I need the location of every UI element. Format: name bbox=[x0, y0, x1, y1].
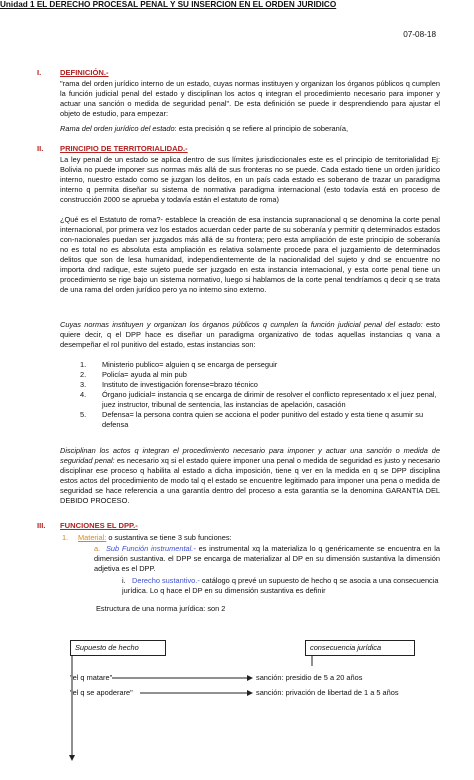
list-item-number: 4. bbox=[80, 390, 87, 399]
list-item-text: Instituto de investigación forense=brazo técnico bbox=[102, 380, 258, 389]
organs-paragraph-italic: Cuyas normas instituyen y organizan los órganos públicos q cumplen la función judicial penal del estado: bbox=[60, 320, 423, 329]
document-title: Unidad 1 EL DERECHO PROCESAL PENAL Y SU INSERCION EN EL ORDEN JURIDICO bbox=[0, 0, 337, 9]
section-3-heading: FUNCIONES EL DPP.- bbox=[60, 521, 138, 530]
list-item-text: Policía= ayuda al min pub bbox=[102, 370, 187, 379]
norm-structure-text: Estructura de una norma jurídica: son 2 bbox=[96, 604, 226, 613]
section-1-heading: DEFINICIÓN.- bbox=[60, 68, 109, 77]
list-item-number: 2. bbox=[80, 370, 87, 379]
instrumental-label: Sub Función instrumental.- bbox=[106, 544, 196, 553]
definition-note-italic: Rama del orden jurídico del estado bbox=[60, 124, 175, 133]
example-1-consequence: sanción: presidio de 5 a 20 años bbox=[256, 673, 363, 682]
document-date: 07-08-18 bbox=[403, 30, 436, 39]
instrumental-marker: a. bbox=[94, 544, 101, 553]
procedure-paragraph-rest: es necesario xq si el estado quiere imponer una penal o medida de seguridad es justo y necesario disciplinar ese proceso q habilita al estado a dicha imposición, tiene q ver en la medida en q se DPP disciplina estos actos del procedimiento de modo tal q el estado se encuentre legitimado para imponer una pena o medida de seguridad se hace referencia a una garantía dentro del proceso a esta garantía se la denomina GARANTIA DEL DEBIDO PROCESO. bbox=[60, 456, 440, 505]
list-item-text: Defensa= la persona contra quien se acciona el poder punitivo del estado y esta tiene q asumir su defensa bbox=[102, 410, 424, 429]
example-2-assumption: "el q se apoderare" bbox=[70, 688, 133, 697]
section-2-heading: PRINCIPIO DE TERRITORIALIDAD.- bbox=[60, 144, 188, 153]
substantive-rest: catálogo q prevé un supuesto de hecho q se asocia a una consecuencia jurídica. Lo q hace el DP en su dimensión sustantiva es definir bbox=[122, 576, 439, 595]
section-2-number: II. bbox=[37, 144, 44, 153]
definition-paragraph: "rama del orden jurídico interno de un estado, cuyas normas instituyen y organizan los órganos públicos q cumplen la función judicial penal del estado y disciplinan los actos q integran el procedimiento necesario para imponer y actuar una sanción o medida de seguridad penal". De esta definición se puede ir desprendiendo para ajustar el objeto de estudio, para empezar: bbox=[60, 79, 440, 118]
function-material-rest: o sustantiva se tiene 3 sub funciones: bbox=[106, 533, 232, 542]
legal-consequence-label: consecuencia jurídica bbox=[310, 643, 382, 652]
organs-paragraph-rest: esto quiere decir, q el DPP hace es diseñar un paradigma organizativo de todas aquellas instancias q vana a desempeñar el rol punitivo del estado, estas instancias son: bbox=[60, 320, 440, 349]
list-item-number: 1. bbox=[80, 360, 87, 369]
section-1-number: I. bbox=[37, 68, 42, 77]
factual-assumption-label: Supuesto de hecho bbox=[75, 643, 139, 652]
example-1-assumption: "el q matare" bbox=[70, 673, 113, 682]
territoriality-paragraph: La ley penal de un estado se aplica dentro de sus límites jurisdiccionales este es el principio de territorialidad Ej: Bolivia no puede imponer sus normas más allá de sus fronteras no se puede. Cada estado tiene un orden jurídico interno, nuestro estado como se juzgan los delitos, en un país cada estado es soberano de trazar un paradigma interno q permita diseñar su sistema de normativa paradigma internacional (esto todavía está en proceso de construcción 2000 se aprueba y todavía están el estatuto de roma) bbox=[60, 155, 440, 204]
list-item-number: 3. bbox=[80, 380, 87, 389]
list-item-text: Órgano judicial= instancia q se encarga de dirimir de resolver el conflicto representado x el juez penal, juez instructor, tribunal de sentencia, las instancias de apelación, casación bbox=[102, 390, 437, 409]
procedure-paragraph-italic: Disciplinan los actos q integran el procedimiento necesario para imponer y actuar una sanción o medida de seguridad penal: bbox=[60, 446, 440, 465]
substantive-marker: i. bbox=[122, 576, 126, 585]
instrumental-rest: es instrumental xq la materializa lo q genéricamente se encuentra en la dimensión sustantiva. el DPP se encarga de materializar al DP en su dimensión sustantiva la dimensión adjetiva es el DPP. bbox=[94, 544, 440, 573]
definition-note-rest: : esta precisión q se refiere al principio de soberanía, bbox=[174, 124, 348, 133]
function-material-label: Material: bbox=[78, 533, 107, 542]
substantive-label: Derecho sustantivo.- bbox=[132, 576, 200, 585]
example-2-consequence: sanción: privación de libertad de 1 a 5 años bbox=[256, 688, 399, 697]
list-item-text: Ministerio publico= alguien q se encarga de perseguir bbox=[102, 360, 278, 369]
section-3-number: III. bbox=[37, 521, 46, 530]
function-material-number: 1. bbox=[62, 533, 69, 542]
list-item-number: 5. bbox=[80, 410, 87, 419]
rome-statute-paragraph: ¿Qué es el Estatuto de roma?- establece la creación de esa instancia supranacional q se denomina la corte penal internacional, por primera vez los estados acuerdan ceder parte de su soberanía y permitir q determinados estados con-nacionales puedan ser juzgados más allá de su frontera; pero esta ampliación de este principio de soberanía no es total no es absoluta esta ampliación es relativa solamente procede para el juzgamiento de determinados delitos que son de lesa humanidad, independientemente de la nacionalidad del sujeto y dnd se encuentre no importa dnd radique, este sujeto puede ser juzgado en esta instancia internacional, y esta corte penal tiene un procedimiento se rige bajo un sistema normativo, luego si hablamos de la corte penal tendríamos q decir q se trata de una rama del orden jurídico pero ya no interno sino externo. bbox=[60, 215, 440, 294]
